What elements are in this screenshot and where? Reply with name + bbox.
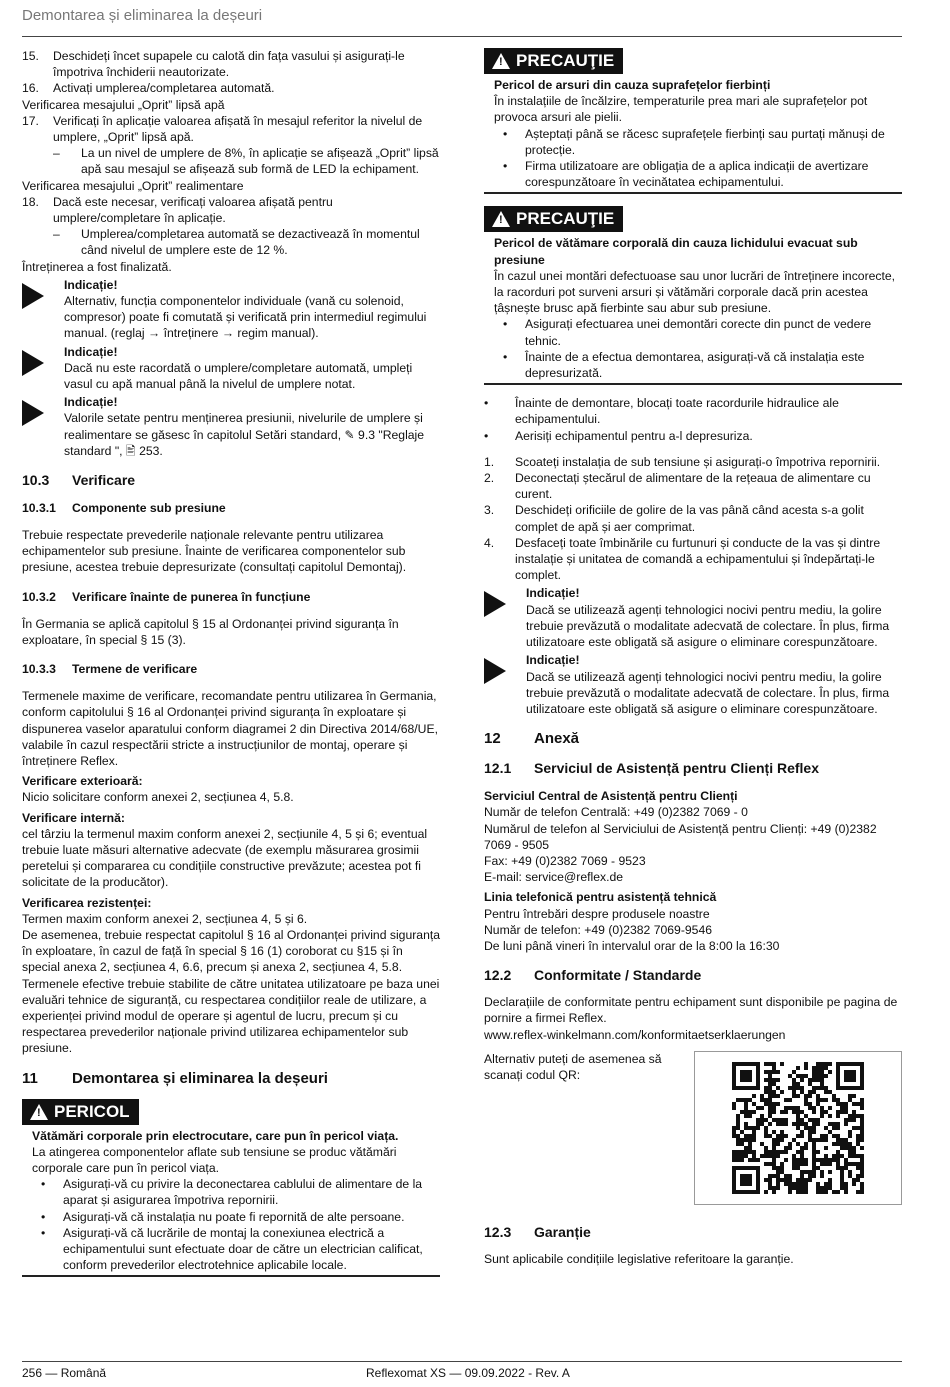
- hint-arrow-icon: [484, 658, 506, 684]
- hint-text: Alternativ, funcția componentelor individuale (vană cu solenoid, compresor) poate fi comutată și verificată prin intermediul regimului manual. (reglaj → întreținere → regim manual).: [64, 294, 427, 341]
- caution-title: Pericol de arsuri din cauza suprafețelor fierbinți: [494, 78, 771, 92]
- hint-text: Dacă se utilizează agenți tehnologici nocivi pentru mediu, la golire trebuie prevăzută o modalitate adecvată de colectare. În plus, firma utilizatoare este obligată să asigure o eliminare corespunzătoare.: [526, 602, 890, 650]
- step-17-dash: – La un nivel de umplere de 8%, în aplicație se afișează „Oprit” lipsă apă sau mesajul se afișează sub formă de LED la echipament.: [53, 146, 439, 177]
- step: 2. Deconectați ștecărul de alimentare de la rețeaua de alimentare cu curent.: [484, 471, 871, 502]
- qr-code-frame: [694, 1051, 902, 1205]
- hint-text: Dacă se utilizează agenți tehnologici nocivi pentru mediu, la golire trebuie prevăzută o modalitate adecvată de colectare. În plus, firma utilizatoare este obligată să asigure o eliminare corespunzătoare.: [526, 669, 890, 716]
- right-column: [484, 48, 902, 1267]
- caution-bullet: • Înainte de a efectua demontarea, asigurați-vă că instalația este depresurizată.: [503, 349, 865, 381]
- hint-text: Dacă nu este racordată o umplere/completare automată, umpleți vasul cu apă manual până la nivelul de umplere notat.: [64, 360, 413, 392]
- internal-check-text: cel târziu la termenul maxim conform anexei 2, secțiunile 4, 5 și 6; eventual trebuie luate măsuri alternative adecvate (de exemplu măsurarea grosimii peretelui și compararea cu condițiile constructive prevăzute; acestea pot fi solicitate de la producător).: [22, 826, 428, 890]
- caution-text: În cazul unei montări defectuoase sau unor lucrări de întreținere incorecte, la racorduri pot surveni arsuri și vătămări corporale dacă prin acestea țâșnește brusc apă fierbinte sau abur sub presiune.: [494, 268, 896, 316]
- step: 3. Deschideți orificiile de golire de la vas până când acesta s-a golit complet de apă și aer comprimat.: [484, 503, 864, 534]
- external-check-title: Verificare exterioară:: [22, 774, 143, 789]
- section-10-3-heading: 10.3 Verificare: [22, 472, 136, 489]
- warning-triangle-icon: !: [492, 53, 510, 69]
- danger-warning-box: [22, 1099, 440, 1278]
- section-12-2-heading: 12.2 Conformitate / Standarde: [484, 967, 702, 984]
- hint-title: Indicație!: [64, 344, 118, 359]
- hint-arrow-icon: [22, 283, 44, 309]
- resistance-paragraph-3: Termenele efective trebuie stabilite de către unitatea utilizatoare pe baza unei evaluări tehnice de siguranță, cu respectarea condițiilor reale de utilizare, a experienței privind modul de operare și agentul de lucru, precum și cu respectarea prevederilor naționale privind utilizarea echipamentelor sub presiune.: [22, 976, 440, 1056]
- footer-page-language: 256 — Română: [22, 1366, 107, 1380]
- step-18-dash: – Umplerea/completarea automată se dezactivează în momentul când nivelul de umplere este de 12 %.: [53, 227, 420, 258]
- caution-bullet: • Firma utilizatoare are obligația de a aplica indicații de avertizare corespunzătoare în vecinătatea echipamentului.: [503, 159, 869, 190]
- hint-arrow-icon: [484, 591, 506, 617]
- hint-box: [22, 394, 440, 459]
- section-12-3-heading: 12.3 Garanție: [484, 1223, 591, 1240]
- danger-bullet: • Asigurați-vă că lucrările de montaj la conexiunea electrică a echipamentului sunt efectuate doar de către un electrician calificat, conform prevederilor electrotehnice aplicabile locale.: [41, 1225, 423, 1273]
- hint-box: [22, 277, 440, 342]
- step-15: 15. Deschideți încet supapele cu calotă din fața vasului și asigurați-le împotriva închiderii neautorizate.: [22, 49, 405, 80]
- pre-bullet: • Aerisiți echipamentul pentru a-l depresuriza.: [484, 428, 753, 443]
- caution-title: Pericol de vătămare corporală din cauza lichidului evacuat sub presiune: [494, 236, 858, 267]
- section-10-3-3-heading: 10.3.3 Termene de verificare: [22, 662, 198, 677]
- step-18: 18. Dacă este necesar, verificați valoarea afișată pentru umplere/completare în aplicație.: [22, 194, 333, 226]
- section-10-3-1-text: Trebuie respectate prevederile naționale relevante pentru utilizarea echipamentelor sub presiune. Înainte de verificarea componentelor sub presiune, acestea trebuie depresurizate (consultați capitolul Demontaj).: [22, 528, 407, 575]
- section-10-3-3-text: Termenele maxime de verificare, recomandate pentru utilizarea în Germania, conform capitolului § 16 al Ordonanței privind siguranța în exploatare și dispunerea vaselor aparatului conform diagramei 2 din Directiva 2014/68/UE, valabile în cazul respectării stricte a instrucțiunilor de montaj, operare și întreținere Reflex.: [22, 689, 438, 768]
- step-16: 16. Activați umplerea/completarea automată.: [22, 81, 275, 96]
- internal-check-title: Verificare internă:: [22, 810, 125, 825]
- conformity-url[interactable]: www.reflex-winkelmann.com/konformitaetserklaerungen: [484, 1027, 786, 1042]
- hint-box: [22, 344, 440, 393]
- danger-title: Vătămări corporale prin electrocutare, care pun în pericol viața.: [32, 1128, 399, 1143]
- caution-bullet: • Așteptați până se răcesc suprafețele fierbinți sau purtați mănuși de protecție.: [503, 126, 885, 157]
- warning-triangle-icon: !: [30, 1104, 48, 1120]
- caution-text: În instalațiile de încălzire, temperaturile prea mari ale suprafețelor pot provoca arsuri ale pielii.: [494, 94, 868, 125]
- hint-box: [484, 652, 902, 717]
- maintenance-done: Întreținerea a fost finalizată.: [22, 259, 172, 274]
- step: 1. Scoateți instalația de sub tensiune și asigurați-o împotriva repornirii.: [484, 454, 881, 469]
- section-10-3-2-heading: 10.3.2 Verificare înainte de punerea în funcțiune: [22, 589, 311, 604]
- footer-product-date: Reflexomat XS — 09.09.2022 - Rev. A: [366, 1366, 570, 1380]
- qr-code[interactable]: [732, 1062, 864, 1194]
- hint-box: [484, 585, 902, 650]
- left-column: [22, 48, 440, 1277]
- pre-bullet: • Înainte de demontare, blocați toate racordurile hidraulice ale echipamentului.: [484, 396, 839, 427]
- hint-arrow-icon: [22, 350, 44, 376]
- caution-bullet: • Asigurați efectuarea unei demontări corecte din punct de vedere tehnic.: [503, 317, 872, 348]
- header-divider: [22, 36, 902, 37]
- conformity-text: Declarațiile de conformitate pentru echipament sunt disponibile pe pagina de pornire a firmei Reflex.: [484, 995, 898, 1026]
- tech-line: De luni până vineri în intervalul orar de la 8:00 la 16:30: [484, 938, 780, 953]
- warranty-text: Sunt aplicabile condițiile legislative referitoare la garanție.: [484, 1251, 794, 1266]
- central-line: Număr de telefon Centrală: +49 (0)2382 7069 - 0: [484, 805, 748, 820]
- section-10-3-1-heading: 10.3.1 Componente sub presiune: [22, 501, 226, 516]
- central-email: E-mail: service@reflex.de: [484, 870, 624, 885]
- tech-hotline-title: Linia telefonică pentru asistență tehnică: [484, 890, 717, 905]
- section-12-1-heading: 12.1 Serviciul de Asistență pentru Clienți Reflex: [484, 760, 820, 777]
- warning-triangle-icon: !: [492, 211, 510, 227]
- section-10-3-2-text: În Germania se aplică capitolul § 15 al Ordonanței privind siguranța în exploatare, în special § 15 (3).: [22, 616, 399, 647]
- section-12-heading: 12 Anexă: [484, 730, 580, 748]
- caution-warning-box: [484, 206, 902, 385]
- central-service-title: Serviciul Central de Asistență pentru Clienți: [484, 789, 738, 804]
- section-11-heading: 11 Demontarea și eliminarea la deșeuri: [22, 1069, 328, 1087]
- check-oprit-lipsa: Verificarea mesajului „Oprit” lipsă apă: [22, 97, 225, 112]
- danger-bullet: • Asigurați-vă cu privire la deconectarea cablului de alimentare de la aparat și asigurarea împotriva repornirii.: [41, 1177, 423, 1208]
- hint-title: Indicație!: [526, 586, 580, 601]
- danger-bullet: • Asigurați-vă că instalația nu poate fi repornită de alte persoane.: [41, 1209, 405, 1224]
- page-header-title: Demontarea și eliminarea la deșeuri: [22, 7, 263, 24]
- step: 4. Desfaceți toate îmbinările cu furtunuri și conducte de la vas și dintre instalație și unitatea de comandă a echipamentului și îndepărtați-le complet.: [484, 535, 881, 583]
- caution-badge: ! PRECAUŢIE: [484, 48, 623, 74]
- step-17: 17. Verificați în aplicație valoarea afișată în mesajul referitor la nivelul de umplere, „Oprit” lipsă apă.: [22, 113, 423, 145]
- caution-badge: ! PRECAUŢIE: [484, 206, 623, 232]
- footer-divider: [22, 1361, 902, 1362]
- hint-text: Valorile setate pentru menținerea presiunii, nivelurile de umplere și realimentare se găsesc în capitolul Setări standard, ✎ 9.3 "Reglaje standard ", 🖹 253.: [64, 411, 425, 458]
- resistance-check-title: Verificarea rezistenței:: [22, 895, 152, 910]
- caution-warning-box: [484, 48, 902, 194]
- check-oprit-realimentare: Verificarea mesajului „Oprit” realimentare: [22, 178, 244, 193]
- resistance-check-text: Termen maxim conform anexei 2, secțiunea 4, 5 și 6.: [22, 911, 308, 926]
- danger-badge: ! PERICOL: [22, 1099, 139, 1125]
- tech-line: Număr de telefon: +49 (0)2382 7069-9546: [484, 922, 712, 937]
- tech-line: Pentru întrebări despre produsele noastre: [484, 906, 710, 921]
- danger-text: La atingerea componentelor aflate sub tensiune se produc vătămări corporale care pun în pericol viața.: [32, 1144, 397, 1175]
- central-line: Numărul de telefon al Serviciului de Asistență pentru Clienți: +49 (0)2382 7069 - 9505: [484, 821, 877, 852]
- external-check-text: Nicio solicitare conform anexei 2, secțiunea 4, 5.8.: [22, 790, 294, 805]
- hint-title: Indicație!: [64, 395, 118, 410]
- qr-text: Alternativ puteți de asemenea să scanați codul QR:: [484, 1051, 662, 1082]
- resistance-paragraph-2: De asemenea, trebuie respectat capitolul § 16 al Ordonanței privind siguranța în exploatare, în cazul de față în special § 16 (1) coroborat cu §15 și în special anexa 2, secțiunea 4, 6.6, precum și anexa 2, secțiunea 4, 5.8.: [22, 927, 441, 975]
- qr-section: [484, 1051, 902, 1205]
- hint-arrow-icon: [22, 400, 44, 426]
- hint-title: Indicație!: [526, 653, 580, 668]
- central-line: Fax: +49 (0)2382 7069 - 9523: [484, 853, 646, 868]
- hint-title: Indicație!: [64, 277, 118, 292]
